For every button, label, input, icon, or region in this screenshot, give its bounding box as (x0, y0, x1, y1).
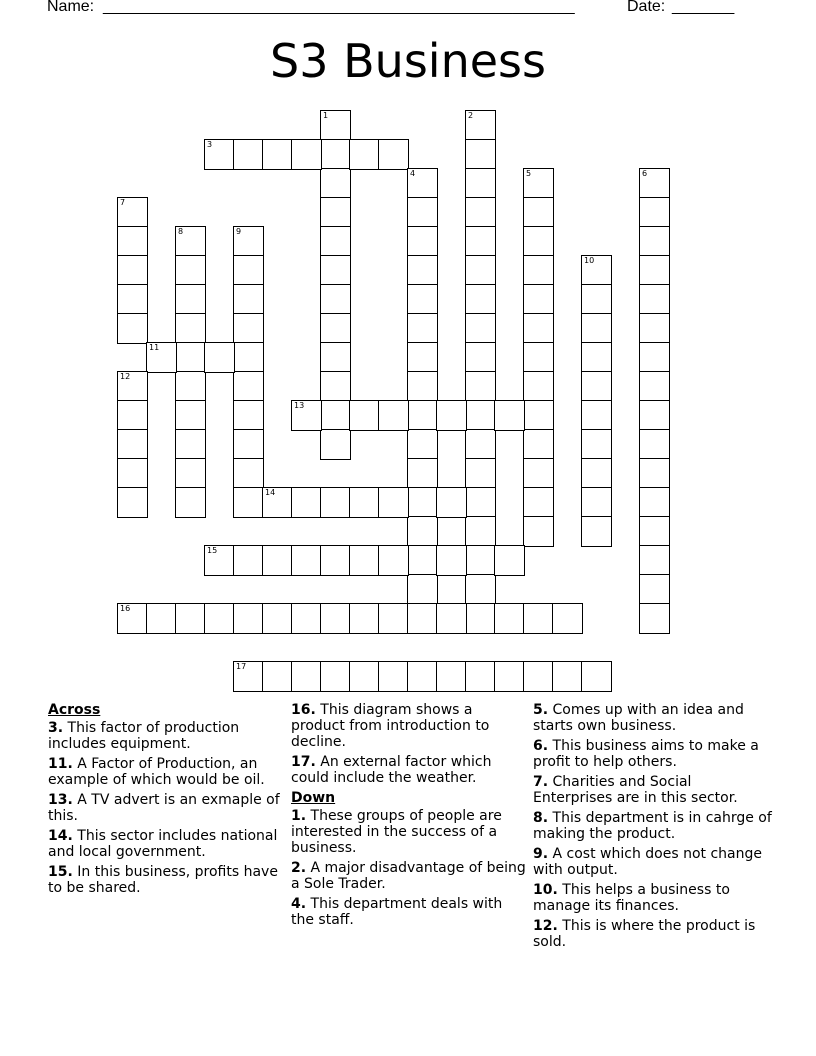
grid-cell[interactable] (581, 255, 612, 286)
grid-cell[interactable] (639, 284, 670, 315)
clue-text: This department deals with the staff. (291, 896, 503, 928)
grid-cell[interactable] (407, 255, 438, 286)
grid-cell[interactable] (320, 284, 351, 315)
grid-cell[interactable] (175, 342, 206, 373)
clue-number: 6 (642, 169, 648, 178)
clue-number: 3 (207, 140, 213, 149)
clue-number: 11. (48, 756, 73, 772)
clues-column-2 (291, 702, 527, 932)
clue-number: 7 (120, 198, 126, 207)
grid-cell[interactable] (320, 168, 351, 199)
down-clue (291, 896, 527, 928)
grid-cell[interactable] (465, 400, 496, 431)
across-clue (291, 754, 527, 786)
grid-cell[interactable] (320, 429, 351, 460)
grid-cell[interactable] (407, 603, 438, 634)
clue-text: This is where the product is sold. (533, 918, 756, 950)
grid-cell[interactable] (233, 603, 264, 634)
grid-cell[interactable] (320, 226, 351, 257)
grid-cell[interactable] (494, 661, 525, 692)
grid-cell[interactable] (117, 284, 148, 315)
grid-cell[interactable] (407, 487, 438, 518)
grid-cell[interactable] (204, 139, 235, 170)
clue-number: 11 (149, 343, 160, 352)
down-clue (533, 918, 773, 950)
date-field[interactable]: _______ (672, 0, 735, 15)
grid-cell[interactable] (378, 603, 409, 634)
grid-cell[interactable] (349, 139, 380, 170)
clue-number: 15. (48, 864, 73, 880)
grid-cell[interactable] (523, 226, 554, 257)
down-clue (291, 860, 527, 892)
grid-cell[interactable] (233, 313, 264, 344)
down-clue (533, 882, 773, 914)
grid-cell[interactable] (291, 603, 322, 634)
grid-cell[interactable] (320, 255, 351, 286)
grid-cell[interactable] (262, 487, 293, 518)
grid-cell[interactable] (378, 545, 409, 576)
grid-cell[interactable] (233, 371, 264, 402)
grid-cell[interactable] (320, 110, 351, 141)
grid-cell[interactable] (117, 487, 148, 518)
grid-cell[interactable] (465, 574, 496, 605)
grid-cell[interactable] (407, 429, 438, 460)
across-clue (291, 702, 527, 750)
clue-text: An external factor which could include the weather. (291, 754, 492, 786)
grid-cell[interactable] (465, 545, 496, 576)
clue-number: 2. (291, 860, 307, 876)
grid-cell[interactable] (117, 371, 148, 402)
clue-number: 10 (584, 256, 595, 265)
grid-cell[interactable] (494, 603, 525, 634)
grid-cell[interactable] (523, 342, 554, 373)
clue-number: 16 (120, 604, 131, 613)
grid-cell[interactable] (552, 603, 583, 634)
grid-cell[interactable] (523, 458, 554, 489)
grid-cell[interactable] (465, 429, 496, 460)
down-clue (533, 810, 773, 842)
grid-cell[interactable] (349, 487, 380, 518)
name-field[interactable]: _____________________________________________________ (103, 0, 575, 15)
grid-cell[interactable] (465, 487, 496, 518)
grid-cell[interactable] (523, 313, 554, 344)
clue-text: In this business, profits have to be shared. (48, 864, 278, 896)
clue-number: 16. (291, 702, 316, 718)
grid-cell[interactable] (639, 255, 670, 286)
grid-cell[interactable] (349, 603, 380, 634)
clue-number: 2 (468, 111, 474, 120)
grid-cell[interactable] (407, 516, 438, 547)
grid-cell[interactable] (349, 661, 380, 692)
grid-cell[interactable] (407, 197, 438, 228)
grid-cell[interactable] (523, 284, 554, 315)
grid-cell[interactable] (465, 197, 496, 228)
grid-cell[interactable] (117, 400, 148, 431)
grid-cell[interactable] (523, 516, 554, 547)
grid-cell[interactable] (639, 371, 670, 402)
grid-cell[interactable] (523, 400, 554, 431)
grid-cell[interactable] (233, 342, 264, 373)
grid-cell[interactable] (291, 661, 322, 692)
grid-cell[interactable] (639, 429, 670, 460)
clue-number: 4 (410, 169, 416, 178)
clue-text: This sector includes national and local government. (48, 828, 278, 860)
grid-cell[interactable] (320, 371, 351, 402)
grid-cell[interactable] (494, 545, 525, 576)
grid-cell[interactable] (233, 400, 264, 431)
clue-number: 9 (236, 227, 242, 236)
grid-cell[interactable] (349, 545, 380, 576)
grid-cell[interactable] (146, 342, 177, 373)
grid-cell[interactable] (175, 371, 206, 402)
clue-number: 6. (533, 738, 549, 754)
clues-column-3 (533, 702, 773, 954)
grid-cell[interactable] (320, 313, 351, 344)
grid-cell[interactable] (639, 168, 670, 199)
grid-cell[interactable] (523, 371, 554, 402)
grid-cell[interactable] (494, 400, 525, 431)
grid-cell[interactable] (291, 139, 322, 170)
grid-cell[interactable] (465, 516, 496, 547)
clue-number: 7. (533, 774, 549, 790)
clue-number: 17. (291, 754, 316, 770)
clue-number: 12. (533, 918, 558, 934)
grid-cell[interactable] (465, 342, 496, 373)
grid-cell[interactable] (639, 603, 670, 634)
grid-cell[interactable] (639, 458, 670, 489)
grid-cell[interactable] (204, 603, 235, 634)
clue-number: 12 (120, 372, 131, 381)
clue-section-heading: Across (48, 702, 101, 718)
down-clue (533, 702, 773, 734)
clue-number: 1 (323, 111, 329, 120)
grid-cell[interactable] (436, 661, 467, 692)
name-label: Name: (47, 0, 95, 15)
clue-number: 10. (533, 882, 558, 898)
grid-cell[interactable] (465, 168, 496, 199)
grid-cell[interactable] (233, 661, 264, 692)
grid-cell[interactable] (146, 603, 177, 634)
grid-cell[interactable] (465, 313, 496, 344)
grid-cell[interactable] (465, 139, 496, 170)
grid-cell[interactable] (117, 313, 148, 344)
grid-cell[interactable] (233, 429, 264, 460)
grid-cell[interactable] (175, 255, 206, 286)
grid-cell[interactable] (581, 429, 612, 460)
grid-cell[interactable] (262, 139, 293, 170)
clue-number: 13 (294, 401, 305, 410)
clue-text: This factor of production includes equipment. (48, 720, 240, 752)
clue-number: 5 (526, 169, 532, 178)
grid-cell[interactable] (436, 487, 467, 518)
clue-text: A cost which does not change with output. (533, 846, 762, 878)
grid-cell[interactable] (320, 197, 351, 228)
grid-cell[interactable] (639, 574, 670, 605)
grid-cell[interactable] (233, 487, 264, 518)
grid-cell[interactable] (639, 342, 670, 373)
grid-cell[interactable] (581, 284, 612, 315)
across-clue (48, 864, 284, 896)
grid-cell[interactable] (262, 661, 293, 692)
grid-cell[interactable] (407, 313, 438, 344)
clue-number: 8 (178, 227, 184, 236)
grid-cell[interactable] (117, 603, 148, 634)
clue-text: A TV advert is an exmaple of this. (48, 792, 280, 824)
grid-cell[interactable] (233, 284, 264, 315)
grid-cell[interactable] (639, 226, 670, 257)
grid-cell[interactable] (581, 487, 612, 518)
grid-cell[interactable] (581, 400, 612, 431)
grid-cell[interactable] (320, 400, 351, 431)
grid-cell[interactable] (117, 226, 148, 257)
grid-cell[interactable] (320, 661, 351, 692)
grid-cell[interactable] (407, 371, 438, 402)
grid-cell[interactable] (320, 139, 351, 170)
grid-cell[interactable] (262, 545, 293, 576)
grid-cell[interactable] (639, 516, 670, 547)
grid-cell[interactable] (523, 603, 554, 634)
grid-cell[interactable] (407, 574, 438, 605)
clue-text: A major disadvantage of being a Sole Trader. (291, 860, 526, 892)
grid-cell[interactable] (523, 197, 554, 228)
grid-cell[interactable] (552, 661, 583, 692)
across-clue (48, 792, 284, 824)
grid-cell[interactable] (407, 226, 438, 257)
grid-cell[interactable] (233, 226, 264, 257)
grid-cell[interactable] (233, 458, 264, 489)
clue-number: 4. (291, 896, 307, 912)
clue-number: 5. (533, 702, 549, 718)
grid-cell[interactable] (175, 284, 206, 315)
grid-cell[interactable] (581, 342, 612, 373)
grid-cell[interactable] (581, 313, 612, 344)
grid-cell[interactable] (523, 487, 554, 518)
grid-cell[interactable] (639, 487, 670, 518)
clue-number: 14 (265, 488, 276, 497)
grid-cell[interactable] (407, 168, 438, 199)
grid-cell[interactable] (117, 458, 148, 489)
grid-cell[interactable] (465, 603, 496, 634)
grid-cell[interactable] (175, 313, 206, 344)
grid-cell[interactable] (349, 400, 380, 431)
grid-cell[interactable] (523, 661, 554, 692)
grid-cell[interactable] (175, 226, 206, 257)
grid-cell[interactable] (407, 400, 438, 431)
grid-cell[interactable] (291, 487, 322, 518)
clue-number: 17 (236, 662, 247, 671)
grid-cell[interactable] (378, 487, 409, 518)
clue-text: This diagram shows a product from introduction to decline. (291, 702, 490, 750)
clue-number: 9. (533, 846, 549, 862)
grid-cell[interactable] (320, 603, 351, 634)
grid-cell[interactable] (581, 371, 612, 402)
clue-section-heading: Down (291, 790, 336, 806)
grid-cell[interactable] (175, 487, 206, 518)
clue-number: 3. (48, 720, 64, 736)
grid-cell[interactable] (175, 458, 206, 489)
grid-cell[interactable] (175, 603, 206, 634)
grid-cell[interactable] (233, 139, 264, 170)
down-clue (533, 738, 773, 770)
clue-number: 1. (291, 808, 307, 824)
grid-cell[interactable] (465, 371, 496, 402)
grid-cell[interactable] (407, 661, 438, 692)
grid-cell[interactable] (378, 139, 409, 170)
grid-cell[interactable] (465, 661, 496, 692)
clue-number: 8. (533, 810, 549, 826)
clue-text: This department is in cahrge of making the product. (533, 810, 772, 842)
clue-text: These groups of people are interested in the success of a business. (291, 808, 502, 856)
date-label: Date: (627, 0, 666, 15)
grid-cell[interactable] (117, 197, 148, 228)
grid-cell[interactable] (320, 487, 351, 518)
grid-cell[interactable] (436, 603, 467, 634)
clue-text: This business aims to make a profit to help others. (533, 738, 759, 770)
grid-cell[interactable] (581, 516, 612, 547)
grid-cell[interactable] (291, 545, 322, 576)
grid-cell[interactable] (378, 661, 409, 692)
grid-cell[interactable] (407, 342, 438, 373)
grid-cell[interactable] (320, 545, 351, 576)
down-clue (291, 808, 527, 856)
clues-column-1 (48, 702, 284, 900)
grid-cell[interactable] (465, 226, 496, 257)
down-clue (533, 846, 773, 878)
clue-text: A Factor of Production, an example of which would be oil. (48, 756, 265, 788)
grid-cell[interactable] (117, 429, 148, 460)
grid-cell[interactable] (581, 661, 612, 692)
clue-number: 15 (207, 546, 218, 555)
grid-cell[interactable] (639, 197, 670, 228)
grid-cell[interactable] (523, 255, 554, 286)
grid-cell[interactable] (204, 545, 235, 576)
grid-cell[interactable] (262, 603, 293, 634)
grid-cell[interactable] (233, 255, 264, 286)
across-clue (48, 720, 284, 752)
clue-text: This helps a business to manage its finances. (533, 882, 730, 914)
grid-cell[interactable] (523, 429, 554, 460)
grid-cell[interactable] (639, 400, 670, 431)
grid-cell[interactable] (233, 545, 264, 576)
across-clue (48, 756, 284, 788)
clue-text: Comes up with an idea and starts own business. (533, 702, 744, 734)
grid-cell[interactable] (639, 545, 670, 576)
grid-cell[interactable] (523, 168, 554, 199)
across-clue (48, 828, 284, 860)
clue-text: Charities and Social Enterprises are in this sector. (533, 774, 738, 806)
grid-cell[interactable] (204, 342, 235, 373)
grid-cell[interactable] (639, 313, 670, 344)
puzzle-title: S3 Business (270, 34, 546, 88)
grid-cell[interactable] (436, 400, 467, 431)
grid-cell[interactable] (465, 284, 496, 315)
grid-cell[interactable] (465, 255, 496, 286)
grid-cell[interactable] (117, 255, 148, 286)
grid-cell[interactable] (465, 458, 496, 489)
grid-cell[interactable] (175, 400, 206, 431)
grid-cell[interactable] (320, 342, 351, 373)
grid-cell[interactable] (407, 284, 438, 315)
grid-cell[interactable] (465, 110, 496, 141)
clue-number: 13. (48, 792, 73, 808)
grid-cell[interactable] (291, 400, 322, 431)
grid-cell[interactable] (378, 400, 409, 431)
grid-cell[interactable] (436, 545, 467, 576)
down-clue (533, 774, 773, 806)
clue-number: 14. (48, 828, 73, 844)
grid-cell[interactable] (175, 429, 206, 460)
grid-cell[interactable] (407, 545, 438, 576)
grid-cell[interactable] (407, 458, 438, 489)
grid-cell[interactable] (581, 458, 612, 489)
